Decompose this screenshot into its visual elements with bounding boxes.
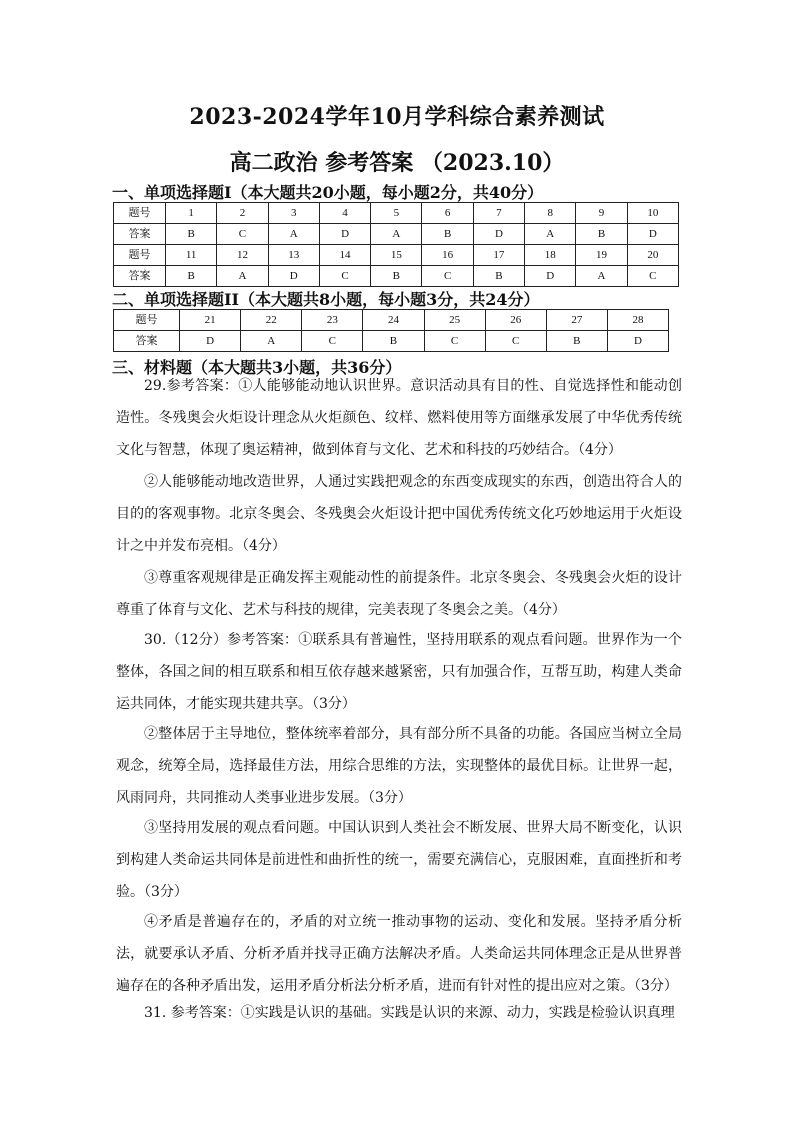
question-number: 13 xyxy=(268,245,319,266)
answer-paragraph-29-2: ②人能够能动地改造世界，人通过实践把观念的东西变成现实的东西，创造出符合人的目的的客观事物。北京冬奥会、冬残奥会火炬设计把中国优秀传统文化巧妙地运用于火炬设计之中并发布亮相。（4分） xyxy=(116,474,682,554)
question-number: 26 xyxy=(485,310,546,331)
question-number: 6 xyxy=(422,203,473,224)
table-row xyxy=(114,331,669,352)
answer-cell: B xyxy=(371,266,422,287)
row-label-question: 题号 xyxy=(114,203,166,224)
question-number: 9 xyxy=(576,203,627,224)
question-number: 18 xyxy=(525,245,576,266)
question-number: 10 xyxy=(627,203,678,224)
section2-heading: 二、单项选择题II（本大题共8小题，每小题3分，共24分） xyxy=(112,290,540,309)
section1-answer-table xyxy=(113,202,679,287)
answer-paragraph-31-1: 31. 参考答案：①实践是认识的基础。实践是认识的来源、动力，实践是检验认识真理 xyxy=(144,1005,675,1021)
table-row xyxy=(114,203,679,224)
answer-cell: A xyxy=(241,331,302,352)
question-number: 25 xyxy=(424,310,485,331)
question-number: 23 xyxy=(302,310,363,331)
section2-answer-table xyxy=(113,309,669,352)
row-label-answer: 答案 xyxy=(114,331,180,352)
question-number: 22 xyxy=(241,310,302,331)
answer-cell: B xyxy=(166,224,217,245)
table-row xyxy=(114,245,679,266)
answer-cell: D xyxy=(268,266,319,287)
question-number: 5 xyxy=(371,203,422,224)
answer-cell: A xyxy=(525,224,576,245)
answer-cell: A xyxy=(268,224,319,245)
document-title: 2023-2024学年10月学科综合素养测试 xyxy=(189,104,605,130)
section1-heading: 一、单项选择题I（本大题共20小题，每小题2分，共40分） xyxy=(112,183,544,202)
answer-paragraph-30-3: ③坚持用发展的观点看问题。中国认识到人类社会不断发展、世界大局不断变化，认识到构建人类命运共同体是前进性和曲折性的统一，需要充满信心，克服困难，直面挫折和考验。（3分） xyxy=(116,820,682,900)
answer-cell: D xyxy=(607,331,668,352)
question-number: 2 xyxy=(217,203,268,224)
answer-cell: B xyxy=(473,266,524,287)
question-number: 15 xyxy=(371,245,422,266)
answer-cell: D xyxy=(319,224,370,245)
answer-cell: B xyxy=(422,224,473,245)
question-number: 14 xyxy=(319,245,370,266)
question-number: 11 xyxy=(166,245,217,266)
answer-cell: B xyxy=(546,331,607,352)
answer-cell: A xyxy=(371,224,422,245)
question-number: 28 xyxy=(607,310,668,331)
question-number: 27 xyxy=(546,310,607,331)
answer-cell: B xyxy=(166,266,217,287)
row-label-answer: 答案 xyxy=(114,224,166,245)
answer-cell: A xyxy=(576,266,627,287)
question-number: 8 xyxy=(525,203,576,224)
question-number: 19 xyxy=(576,245,627,266)
question-number: 7 xyxy=(473,203,524,224)
answer-cell: C xyxy=(485,331,546,352)
answer-paragraph-29-3: ③尊重客观规律是正确发挥主观能动性的前提条件。北京冬奥会、冬残奥会火炬的设计尊重了体育与文化、艺术与科技的规律，完美表现了冬奥会之美。（4分） xyxy=(116,570,682,618)
row-label-answer: 答案 xyxy=(114,266,166,287)
answer-cell: C xyxy=(217,224,268,245)
question-number: 1 xyxy=(166,203,217,224)
answer-cell: D xyxy=(627,224,678,245)
answer-cell: A xyxy=(217,266,268,287)
question-number: 17 xyxy=(473,245,524,266)
table-row xyxy=(114,266,679,287)
question-number: 24 xyxy=(363,310,424,331)
section3-heading: 三、材料题（本大题共3小题，共36分） xyxy=(112,358,402,377)
answer-cell: C xyxy=(422,266,473,287)
answer-cell: C xyxy=(319,266,370,287)
question-number: 21 xyxy=(180,310,241,331)
question-number: 3 xyxy=(268,203,319,224)
answer-cell: D xyxy=(525,266,576,287)
question-number: 20 xyxy=(627,245,678,266)
question-number: 12 xyxy=(217,245,268,266)
answer-paragraph-30-2: ②整体居于主导地位，整体统率着部分，具有部分所不具备的功能。各国应当树立全局观念，统筹全局，选择最佳方法，用综合思维的方法，实现整体的最优目标。让世界一起，风雨同舟，共同推动人类事业进步发展。（3分） xyxy=(116,726,682,806)
answer-cell: B xyxy=(363,331,424,352)
document-subtitle: 高二政治 参考答案 （2023.10） xyxy=(229,150,565,176)
answer-cell: C xyxy=(302,331,363,352)
row-label-question: 题号 xyxy=(114,245,166,266)
answer-cell: C xyxy=(627,266,678,287)
question-number: 16 xyxy=(422,245,473,266)
answer-paragraph-29-1: 29.参考答案：①人能够能动地认识世界。意识活动具有目的性、自觉选择性和能动创造性。冬残奥会火炬设计理念从火炬颜色、纹样、燃料使用等方面继承发展了中华优秀传统文化与智慧，体现了奥运精神，做到体育与文化、艺术和科技的巧妙结合。（4分） xyxy=(116,378,682,458)
question-number: 4 xyxy=(319,203,370,224)
answer-paragraph-30-1: 30.（12分）参考答案：①联系具有普遍性，坚持用联系的观点看问题。世界作为一个整体，各国之间的相互联系和相互依存越来越紧密，只有加强合作，互帮互助，构建人类命运共同体，才能实现共建共享。（3分） xyxy=(116,632,682,712)
table-row xyxy=(114,224,679,245)
answer-cell: D xyxy=(473,224,524,245)
answer-cell: C xyxy=(424,331,485,352)
answer-paragraph-30-4: ④矛盾是普遍存在的，矛盾的对立统一推动事物的运动、变化和发展。坚持矛盾分析法，就要承认矛盾、分析矛盾并找寻正确方法解决矛盾。人类命运共同体理念正是从世界普遍存在的各种矛盾出发，运用矛盾分析法分析矛盾，进而有针对性的提出应对之策。（3分） xyxy=(116,914,682,994)
table-row xyxy=(114,310,669,331)
row-label-question: 题号 xyxy=(114,310,180,331)
answer-cell: D xyxy=(180,331,241,352)
answer-cell: B xyxy=(576,224,627,245)
